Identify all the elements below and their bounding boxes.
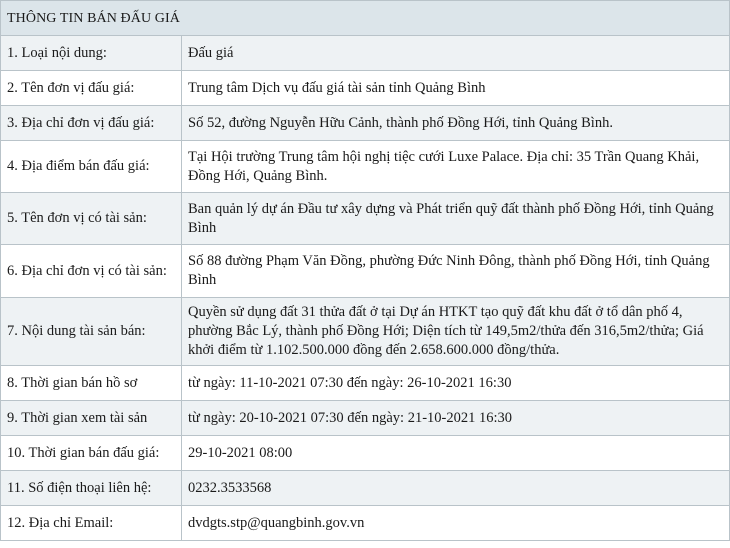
row-label: 8. Thời gian bán hồ sơ bbox=[1, 366, 182, 401]
table-row bbox=[1, 298, 730, 366]
table-title: THÔNG TIN BÁN ĐẤU GIÁ bbox=[1, 1, 730, 36]
row-value: Đấu giá bbox=[182, 36, 730, 71]
row-label: 3. Địa chỉ đơn vị đấu giá: bbox=[1, 106, 182, 141]
table-row bbox=[1, 471, 730, 506]
table-row bbox=[1, 436, 730, 471]
row-value[interactable]: dvdgts.stp@quangbinh.gov.vn bbox=[182, 506, 730, 541]
table-row bbox=[1, 401, 730, 436]
table-row bbox=[1, 36, 730, 71]
table-row bbox=[1, 193, 730, 245]
row-value: Quyền sử dụng đất 31 thửa đất ở tại Dự án HTKT tạo quỹ đất khu đất ở tổ dân phố 4, phường Bắc Lý, thành phố Đồng Hới; Diện tích từ 149,5m2/thửa đến 316,5m2/thửa; Giá khởi điểm từ 1.102.500.000 đồng đến 2.658.600.000 đồng/thửa. bbox=[182, 298, 730, 366]
row-value: Số 52, đường Nguyễn Hữu Cảnh, thành phố Đồng Hới, tỉnh Quảng Bình. bbox=[182, 106, 730, 141]
row-value: Tại Hội trường Trung tâm hội nghị tiệc cưới Luxe Palace. Địa chỉ: 35 Trần Quang Khải, Đồng Hới, Quảng Bình. bbox=[182, 141, 730, 193]
table-row bbox=[1, 245, 730, 298]
row-value: Ban quản lý dự án Đầu tư xây dựng và Phát triển quỹ đất thành phố Đồng Hới, tỉnh Quảng Bình bbox=[182, 193, 730, 245]
row-value: từ ngày: 11-10-2021 07:30 đến ngày: 26-10-2021 16:30 bbox=[182, 366, 730, 401]
row-label: 4. Địa điểm bán đấu giá: bbox=[1, 141, 182, 193]
row-label: 9. Thời gian xem tài sản bbox=[1, 401, 182, 436]
row-label: 11. Số điện thoại liên hệ: bbox=[1, 471, 182, 506]
row-label: 2. Tên đơn vị đấu giá: bbox=[1, 71, 182, 106]
row-label: 10. Thời gian bán đấu giá: bbox=[1, 436, 182, 471]
row-value: Số 88 đường Phạm Văn Đồng, phường Đức Ninh Đông, thành phố Đồng Hới, tỉnh Quảng Bình bbox=[182, 245, 730, 298]
row-label: 7. Nội dung tài sản bán: bbox=[1, 298, 182, 366]
row-value: từ ngày: 20-10-2021 07:30 đến ngày: 21-10-2021 16:30 bbox=[182, 401, 730, 436]
row-label: 12. Địa chỉ Email: bbox=[1, 506, 182, 541]
row-value: 0232.3533568 bbox=[182, 471, 730, 506]
table-row bbox=[1, 71, 730, 106]
row-label: 5. Tên đơn vị có tài sản: bbox=[1, 193, 182, 245]
row-label: 1. Loại nội dung: bbox=[1, 36, 182, 71]
table-row bbox=[1, 106, 730, 141]
row-value: 29-10-2021 08:00 bbox=[182, 436, 730, 471]
table-row bbox=[1, 366, 730, 401]
table-row bbox=[1, 506, 730, 541]
table-row bbox=[1, 141, 730, 193]
row-value: Trung tâm Dịch vụ đấu giá tài sản tỉnh Quảng Bình bbox=[182, 71, 730, 106]
row-label: 6. Địa chỉ đơn vị có tài sản: bbox=[1, 245, 182, 298]
